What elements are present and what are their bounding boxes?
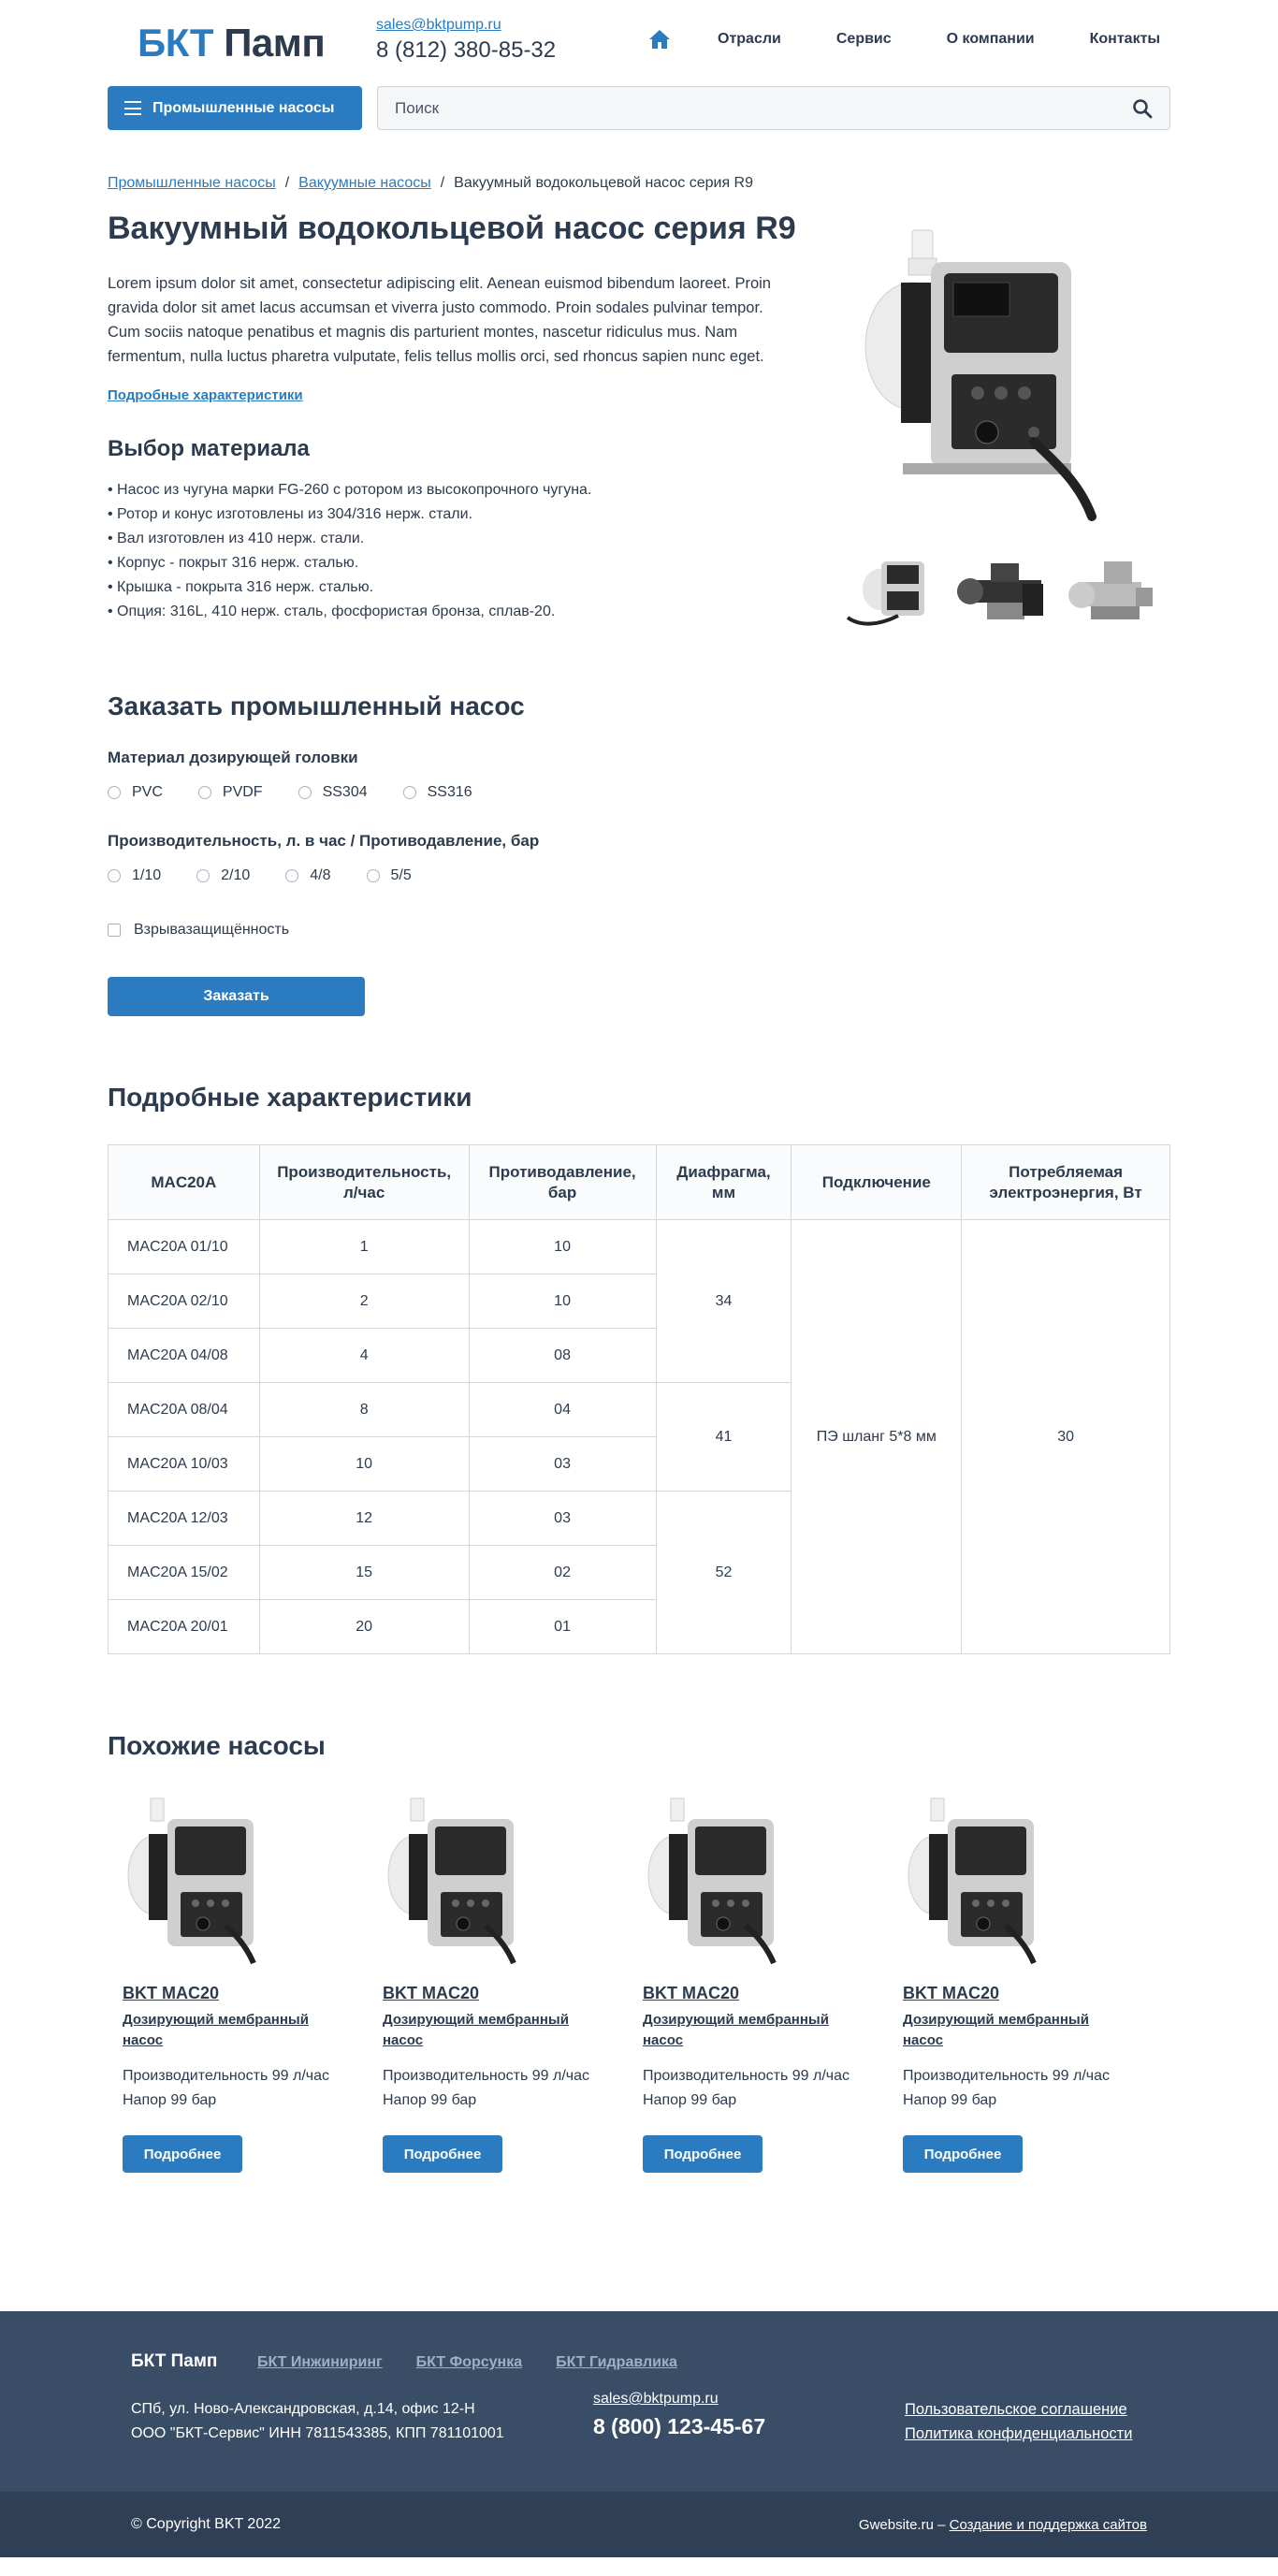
capacity-radio-5-5[interactable] <box>367 867 412 884</box>
product-card-image[interactable] <box>643 1797 783 1965</box>
footer-phone[interactable]: 8 (800) 123-45-67 <box>593 2414 766 2438</box>
breadcrumb-item-industrial[interactable]: Промышленные насосы <box>108 175 276 191</box>
nav-item-industries[interactable]: Отрасли <box>718 31 781 47</box>
material-radio-pvdf[interactable] <box>198 784 263 801</box>
list-item: • Опция: 316L, 410 нерж. сталь, фосфористая бронза, сплав-20. <box>108 604 556 619</box>
footer-email-link[interactable]: sales@bktpump.ru <box>593 2391 719 2407</box>
table-cell: 4 <box>259 1329 469 1383</box>
table-cell: MAC20A 12/03 <box>109 1492 260 1546</box>
table-header: Противодавление, бар <box>469 1145 656 1220</box>
product-card-capacity: Производительность 99 л/час <box>643 2068 850 2084</box>
product-card-head: Напор 99 бар <box>643 2092 737 2108</box>
product-card-button[interactable]: Подробнее <box>123 2135 242 2173</box>
table-header-row <box>109 1145 1170 1220</box>
checkbox-box <box>108 924 121 937</box>
list-item: • Ротор и конус изготовлены из 304/316 нерж. стали. <box>108 506 473 522</box>
explosion-proof-checkbox[interactable] <box>108 922 289 939</box>
capacity-radio-4-8[interactable] <box>285 867 330 884</box>
product-card-subtitle[interactable]: Дозирующий мембранный насос <box>123 2012 309 2048</box>
site-footer <box>0 2311 1278 2492</box>
table-cell: MAC20A 20/01 <box>109 1600 260 1654</box>
order-button[interactable]: Заказать <box>108 977 365 1016</box>
copyright: © Copyright BKT 2022 <box>131 2516 282 2532</box>
material-radios <box>108 784 508 801</box>
radio-label: 5/5 <box>390 867 412 883</box>
radio-label: 2/10 <box>221 867 251 883</box>
product-card-head: Напор 99 бар <box>383 2092 477 2108</box>
table-cell: MAC20A 04/08 <box>109 1329 260 1383</box>
radio-label: PVDF <box>222 784 263 800</box>
breadcrumb-item-vacuum[interactable]: Вакуумные насосы <box>298 175 431 191</box>
table-cell: 12 <box>259 1492 469 1546</box>
site-header <box>108 0 1170 159</box>
catalog-button[interactable] <box>108 86 362 130</box>
specs-title: Подробные характеристики <box>108 1083 472 1112</box>
list-item: • Вал изготовлен из 410 нерж. стали. <box>108 531 365 546</box>
privacy-policy-link[interactable]: Политика конфиденциальности <box>905 2425 1133 2442</box>
product-card-button[interactable]: Подробнее <box>383 2135 502 2173</box>
product-thumbnail[interactable] <box>1057 543 1165 636</box>
main-nav <box>648 28 1160 51</box>
product-card-capacity: Производительность 99 л/час <box>383 2068 589 2084</box>
checkbox-label: Взрывазащищённость <box>134 922 290 938</box>
table-cell: 02 <box>469 1546 656 1600</box>
radio-circle <box>196 869 210 882</box>
order-title: Заказать промышленный насос <box>108 691 525 720</box>
nav-item-contacts[interactable]: Контакты <box>1089 31 1161 47</box>
footer-bottom <box>0 2492 1278 2557</box>
logo-part2: Памп <box>224 21 326 65</box>
footer-links <box>257 2354 711 2371</box>
radio-circle <box>285 869 298 882</box>
material-radio-pvc[interactable] <box>108 784 163 801</box>
developer-credit <box>859 2517 1147 2533</box>
user-agreement-link[interactable]: Пользовательское соглашение <box>905 2401 1127 2418</box>
breadcrumb-current: Вакуумный водокольцевой насос серия R9 <box>454 175 753 191</box>
radio-label: SS304 <box>322 784 368 800</box>
capacity-label: Производительность, л. в час / Противодавление, бар <box>108 832 540 850</box>
product-card-image[interactable] <box>123 1797 263 1965</box>
search-icon[interactable] <box>1132 98 1153 119</box>
material-radio-ss304[interactable] <box>298 784 368 801</box>
page <box>108 0 1170 2162</box>
radio-circle <box>198 786 211 799</box>
radio-circle <box>298 786 312 799</box>
product-card-image[interactable] <box>383 1797 523 1965</box>
product-card <box>628 1797 888 2190</box>
header-contacts <box>376 17 556 64</box>
product-card <box>368 1797 628 2190</box>
table-cell: MAC20A 15/02 <box>109 1546 260 1600</box>
product-card-capacity: Производительность 99 л/час <box>903 2068 1110 2084</box>
footer-address-line: СПб, ул. Ново-Александровская, д.14, офис 12-Н <box>131 2401 475 2417</box>
footer-address <box>131 2397 504 2446</box>
product-card-head: Напор 99 бар <box>123 2092 217 2108</box>
list-item: • Насос из чугуна марки FG-260 с ротором из высокопрочного чугуна. <box>108 482 592 498</box>
header-email-link[interactable]: sales@bktpump.ru <box>376 17 501 33</box>
table-cell: 20 <box>259 1600 469 1654</box>
search-bar <box>377 86 1170 130</box>
product-card-image[interactable] <box>903 1797 1043 1965</box>
table-cell: 03 <box>469 1492 656 1546</box>
table-header: Диафрагма, мм <box>656 1145 791 1220</box>
radio-label: 1/10 <box>132 867 162 883</box>
radio-label: 4/8 <box>310 867 331 883</box>
radio-circle <box>108 786 121 799</box>
breadcrumb-separator: / <box>440 175 445 191</box>
list-item: • Корпус - покрыт 316 нерж. сталью. <box>108 555 359 571</box>
product-thumbnail[interactable] <box>842 543 950 636</box>
footer-link-hydraulics[interactable]: БКТ Гидравлика <box>556 2354 677 2370</box>
radio-circle <box>403 786 416 799</box>
table-header: Подключение <box>791 1145 962 1220</box>
product-card-name[interactable]: BKT MAC20 <box>903 1984 1000 2002</box>
table-cell: 52 <box>656 1492 791 1654</box>
product-thumbnail[interactable] <box>950 543 1057 636</box>
table-cell: 08 <box>469 1329 656 1383</box>
table-cell: 2 <box>259 1274 469 1329</box>
list-item: • Крышка - покрыта 316 нерж. сталью. <box>108 579 374 595</box>
table-cell: 30 <box>962 1220 1170 1654</box>
table-cell: 04 <box>469 1383 656 1437</box>
breadcrumb-separator: / <box>284 175 290 191</box>
table-cell: 41 <box>656 1383 791 1492</box>
table-header: Производительность, л/час <box>259 1145 469 1220</box>
capacity-radios <box>108 867 447 884</box>
product-card-name[interactable]: BKT MAC20 <box>383 1984 480 2002</box>
radio-label: SS316 <box>427 784 472 800</box>
catalog-button-label: Промышленные насосы <box>152 99 335 116</box>
materials-list <box>108 478 591 624</box>
table-header: MAC20A <box>109 1145 260 1220</box>
table-row <box>109 1220 1170 1274</box>
nav-item-service[interactable]: Сервис <box>835 31 892 47</box>
table-cell: 01 <box>469 1600 656 1654</box>
footer-link-engineering[interactable]: БКТ Инжиниринг <box>257 2354 383 2370</box>
table-cell: 8 <box>259 1383 469 1437</box>
table-cell: 10 <box>259 1437 469 1492</box>
footer-link-nozzle[interactable]: БКТ Форсунка <box>415 2354 523 2370</box>
product-card-subtitle[interactable]: Дозирующий мембранный насос <box>643 2012 829 2048</box>
capacity-radio-1-10[interactable] <box>108 867 161 884</box>
table-cell: MAC20A 10/03 <box>109 1437 260 1492</box>
table-cell: MAC20A 02/10 <box>109 1274 260 1329</box>
table-cell: 15 <box>259 1546 469 1600</box>
nav-item-about[interactable]: О компании <box>946 31 1035 47</box>
specs-table <box>108 1144 1170 1654</box>
product-card-capacity: Производительность 99 л/час <box>123 2068 329 2084</box>
radio-circle <box>367 869 380 882</box>
breadcrumb <box>108 175 753 192</box>
product-card <box>108 1797 368 2190</box>
footer-logo[interactable]: БКТ Памп <box>131 2351 218 2371</box>
radio-circle <box>108 869 121 882</box>
product-card-name[interactable]: BKT MAC20 <box>123 1984 220 2002</box>
product-card-button[interactable]: Подробнее <box>903 2135 1023 2173</box>
developer-prefix: Gwebsite.ru – <box>858 2517 950 2533</box>
similar-title: Похожие насосы <box>108 1731 326 1760</box>
product-main-image[interactable] <box>847 225 1127 524</box>
product-card-head: Напор 99 бар <box>903 2092 997 2108</box>
product-card-subtitle[interactable]: Дозирующий мембранный насос <box>383 2012 569 2048</box>
materials-title: Выбор материала <box>108 436 310 461</box>
material-radio-ss316[interactable] <box>403 784 472 801</box>
product-description: Lorem ipsum dolor sit amet, consectetur adipiscing elit. Aenean euismod bibendum laoreet. Proin gravida dolor sit amet lacus accumsan et viverra justo commodo. Proin sodales pulvinar tempor. Cum sociis natoque penatibus et magnis dis parturient montes, nascetur ridiculus mus. Nam fermentum, nulla luctus pharetra vulputate, felis tellus mollis orci, sed rhoncus sapien nunc eget. <box>108 275 771 365</box>
search-input[interactable] <box>378 87 1089 129</box>
table-cell: 1 <box>259 1220 469 1274</box>
table-cell: 03 <box>469 1437 656 1492</box>
footer-legal <box>905 2397 1132 2446</box>
page-title: Вакуумный водокольцевой насос серия R9 <box>108 211 796 246</box>
product-card <box>888 1797 1148 2190</box>
footer-company-line: ООО "БКТ-Сервис" ИНН 7811543385, КПП 781101001 <box>131 2425 504 2441</box>
table-header: Потребляемая электроэнергия, Вт <box>962 1145 1170 1220</box>
table-cell: ПЭ шланг 5*8 мм <box>791 1220 962 1654</box>
table-cell: MAC20A 08/04 <box>109 1383 260 1437</box>
header-phone[interactable]: 8 (812) 380-85-32 <box>376 37 557 63</box>
table-cell: 34 <box>656 1220 791 1383</box>
logo-part1: БКТ <box>138 21 214 65</box>
table-cell: 10 <box>469 1274 656 1329</box>
capacity-radio-2-10[interactable] <box>196 867 250 884</box>
home-icon[interactable] <box>648 28 671 51</box>
menu-icon <box>124 101 141 115</box>
similar-cards <box>108 1797 1148 2190</box>
details-link[interactable]: Подробные характеристики <box>108 387 303 403</box>
radio-label: PVC <box>132 784 163 800</box>
material-label: Материал дозирующей головки <box>108 749 358 766</box>
developer-link[interactable]: Создание и поддержка сайтов <box>949 2517 1147 2533</box>
table-cell: MAC20A 01/10 <box>109 1220 260 1274</box>
product-card-button[interactable]: Подробнее <box>643 2135 762 2173</box>
product-thumbnails <box>842 543 1165 636</box>
product-card-name[interactable]: BKT MAC20 <box>643 1984 740 2002</box>
table-cell: 10 <box>469 1220 656 1274</box>
site-logo[interactable] <box>138 21 325 65</box>
product-card-subtitle[interactable]: Дозирующий мембранный насос <box>903 2012 1089 2048</box>
